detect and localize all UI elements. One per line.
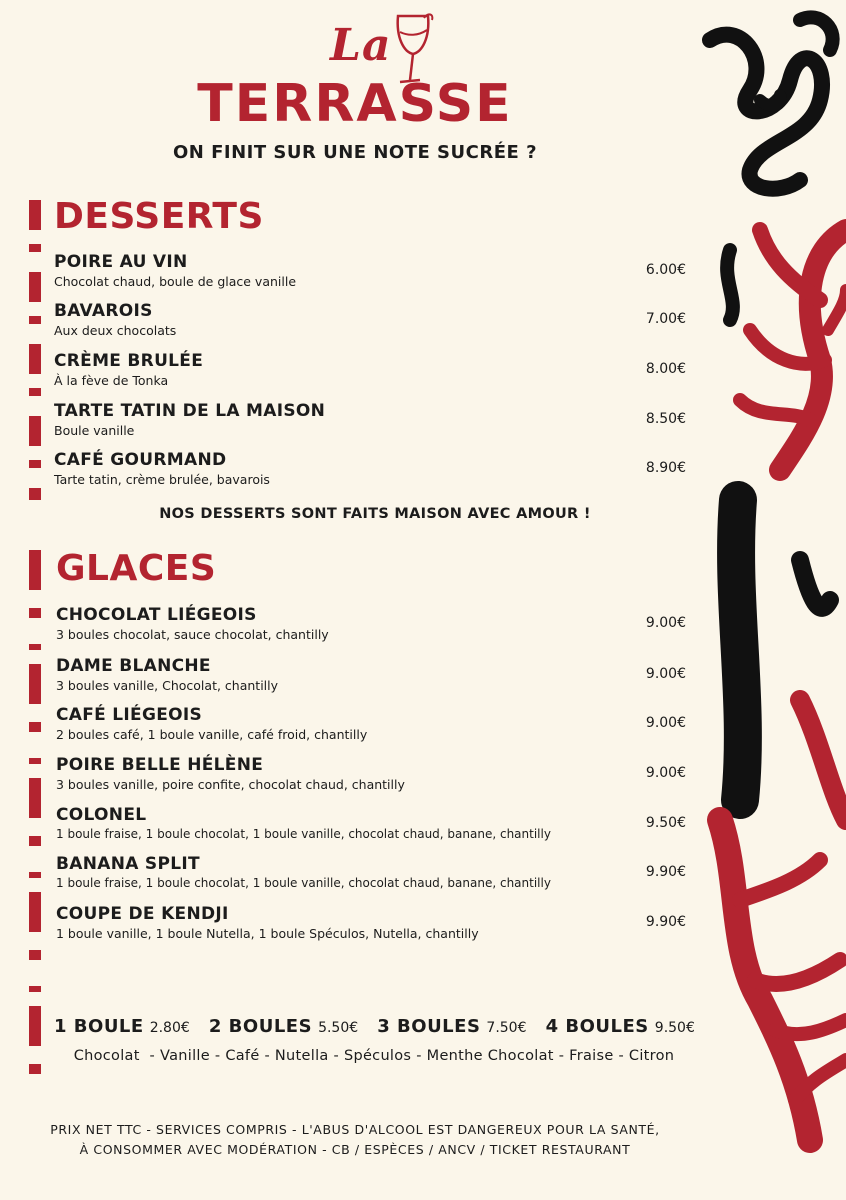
item-name: TARTE TATIN DE LA MAISON [54, 401, 326, 421]
item-desc: Aux deux chocolats [54, 323, 177, 338]
menu-item [56, 755, 686, 799]
decorative-artwork [700, 0, 846, 1200]
item-price: 9.00€ [645, 715, 686, 731]
item-price: 9.00€ [645, 615, 686, 631]
menu-item [56, 656, 686, 700]
menu-item [54, 351, 686, 395]
desserts-title: DESSERTS [54, 196, 264, 237]
scoop-prices [54, 1016, 694, 1042]
menu-item [56, 705, 686, 749]
scoop-label: 4 BOULES [545, 1016, 649, 1037]
menu-item [54, 450, 686, 494]
item-desc: 3 boules vanille, poire confite, chocolat chaud, chantilly [56, 777, 405, 792]
scoop-option [209, 1016, 358, 1037]
item-price: 6.00€ [645, 262, 686, 278]
item-desc: 1 boule fraise, 1 boule chocolat, 1 boule vanille, chocolat chaud, banane, chantilly [56, 876, 551, 890]
item-name: CRÈME BRULÉE [54, 351, 204, 371]
menu-item [54, 301, 686, 345]
logo-la: La [330, 20, 392, 71]
item-desc: Tarte tatin, crème brulée, bavarois [54, 472, 270, 487]
menu-item [56, 854, 686, 898]
flavors-list: Chocolat - Vanille - Café - Nutella - Spéculos - Menthe Chocolat - Fraise - Citron [73, 1048, 675, 1064]
scoop-price: 9.50€ [654, 1020, 695, 1036]
item-name: BAVAROIS [54, 301, 153, 321]
scoop-option [54, 1016, 190, 1037]
item-name: COLONEL [56, 805, 147, 825]
item-name: BANANA SPLIT [56, 854, 200, 874]
item-name: POIRE AU VIN [54, 252, 188, 272]
item-name: POIRE BELLE HÉLÈNE [56, 755, 264, 775]
footer [40, 1120, 670, 1160]
item-name: CAFÉ GOURMAND [54, 450, 227, 470]
item-price: 8.00€ [645, 361, 686, 377]
item-desc: 3 boules chocolat, sauce chocolat, chantilly [56, 627, 329, 642]
menu-item [54, 401, 686, 445]
item-name: CHOCOLAT LIÉGEOIS [56, 605, 257, 625]
scoop-label: 1 BOULE [54, 1016, 144, 1037]
scoop-label: 3 BOULES [377, 1016, 481, 1037]
item-name: COUPE DE KENDJI [56, 904, 229, 924]
footer-line-2: À CONSOMMER AVEC MODÉRATION - CB / ESPÈCES / ANCV / TICKET RESTAURANT [79, 1142, 631, 1157]
item-name: CAFÉ LIÉGEOIS [56, 705, 203, 725]
scoop-price: 7.50€ [486, 1020, 527, 1036]
item-desc: 2 boules café, 1 boule vanille, café froid, chantilly [56, 727, 368, 742]
item-price: 9.50€ [645, 815, 686, 831]
item-price: 8.50€ [645, 411, 686, 427]
item-desc: Boule vanille [54, 423, 135, 438]
item-price: 9.00€ [645, 765, 686, 781]
item-desc: 1 boule fraise, 1 boule chocolat, 1 boule vanille, chocolat chaud, banane, chantilly [56, 827, 551, 841]
item-desc: À la fève de Tonka [54, 373, 169, 388]
item-desc: 3 boules vanille, Chocolat, chantilly [56, 678, 279, 693]
scoop-price: 2.80€ [149, 1020, 190, 1036]
logo-terrasse: TERRASSE [197, 74, 513, 134]
tagline: ON FINIT SUR UNE NOTE SUCRÉE ? [172, 142, 538, 163]
item-price: 9.90€ [645, 864, 686, 880]
menu-item [56, 904, 686, 948]
scoop-label: 2 BOULES [208, 1016, 313, 1037]
scoop-price: 5.50€ [318, 1020, 359, 1036]
scoop-option [377, 1016, 526, 1037]
glaces-title: GLACES [56, 548, 217, 589]
item-price: 7.00€ [645, 311, 686, 327]
item-desc: Chocolat chaud, boule de glace vanille [54, 274, 297, 289]
scoop-option [546, 1016, 695, 1037]
desserts-note: NOS DESSERTS SONT FAITS MAISON AVEC AMOUR ! [159, 506, 591, 522]
footer-line-1: PRIX NET TTC - SERVICES COMPRIS - L'ABUS D'ALCOOL EST DANGEREUX POUR LA SANTÉ, [50, 1122, 660, 1137]
menu-item [56, 805, 686, 849]
menu-item [56, 605, 686, 649]
item-desc: 1 boule vanille, 1 boule Nutella, 1 boule Spéculos, Nutella, chantilly [56, 926, 479, 941]
item-price: 9.90€ [645, 914, 686, 930]
item-price: 8.90€ [645, 460, 686, 476]
decorative-left-strip [22, 200, 48, 1080]
menu-item [54, 252, 686, 296]
item-price: 9.00€ [645, 666, 686, 682]
item-name: DAME BLANCHE [56, 656, 211, 676]
